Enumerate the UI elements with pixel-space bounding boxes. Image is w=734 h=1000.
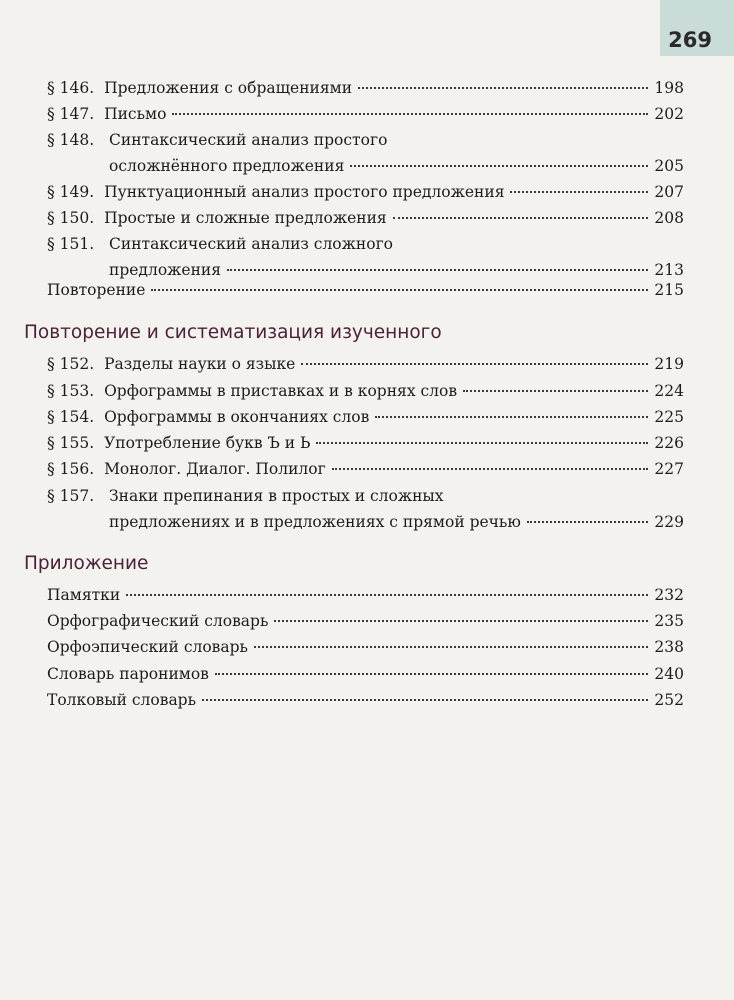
dot-leader xyxy=(350,165,648,167)
toc-title: Предложения с обращениями xyxy=(104,79,353,97)
section-heading-appendix: Приложение xyxy=(24,553,149,574)
toc-number: § 151. xyxy=(47,235,95,253)
toc-title: Употребление букв Ъ и Ь xyxy=(104,434,311,452)
toc-entry-reminders[interactable] xyxy=(47,582,684,608)
toc-title: Синтаксический анализ простого xyxy=(109,131,388,149)
dot-leader xyxy=(301,363,648,365)
toc-entry-156[interactable] xyxy=(47,456,684,482)
toc-title: Разделы науки о языке xyxy=(104,355,296,373)
toc-page: 224 xyxy=(654,382,684,400)
toc-entry-spelling-dictionary[interactable] xyxy=(47,608,684,634)
toc-title-continued: предложениях и в предложениях с прямой речью xyxy=(109,513,521,531)
toc-number: § 157. xyxy=(47,487,95,505)
toc-page: 226 xyxy=(654,434,684,452)
toc-page: 208 xyxy=(654,209,684,227)
toc-number: § 148. xyxy=(47,131,95,149)
toc-title-continued: осложнённого предложения xyxy=(109,157,345,175)
toc-title: Орфограммы в окончаниях слов xyxy=(104,408,370,426)
dot-leader xyxy=(172,113,648,115)
toc-entry-paronyms-dictionary[interactable] xyxy=(47,661,684,687)
dot-leader xyxy=(332,468,649,470)
dot-leader xyxy=(215,673,649,675)
dot-leader xyxy=(527,521,649,523)
toc-page: 213 xyxy=(654,261,684,279)
toc-page: 225 xyxy=(654,408,684,426)
page-number: 269 xyxy=(668,28,712,52)
dot-leader xyxy=(358,87,648,89)
toc-entry-149[interactable] xyxy=(47,179,684,205)
toc-entry-explanatory-dictionary[interactable] xyxy=(47,687,684,713)
dot-leader xyxy=(316,442,648,444)
toc-page: 205 xyxy=(654,157,684,175)
toc-title: Орфографический словарь xyxy=(47,612,269,630)
dot-leader xyxy=(393,217,649,219)
toc-page: 238 xyxy=(654,638,684,656)
toc-title: Знаки препинания в простых и сложных xyxy=(109,487,444,505)
toc-number: § 149. xyxy=(47,183,95,201)
toc-entry-151[interactable] xyxy=(47,231,684,283)
dot-leader xyxy=(463,390,648,392)
toc-number: § 146. xyxy=(47,79,95,97)
toc-page: 229 xyxy=(654,513,684,531)
toc-title: Монолог. Диалог. Полилог xyxy=(104,460,326,478)
toc-page: 202 xyxy=(654,105,684,123)
toc-page: 232 xyxy=(654,586,684,604)
toc-number: § 153. xyxy=(47,382,95,400)
toc-number: § 155. xyxy=(47,434,95,452)
toc-entry-146[interactable] xyxy=(47,75,684,101)
toc-number: § 156. xyxy=(47,460,95,478)
dot-leader xyxy=(274,620,648,622)
section-heading-review: Повторение и систематизация изученного xyxy=(24,322,442,343)
dot-leader xyxy=(151,289,648,291)
dot-leader xyxy=(375,416,648,418)
dot-leader xyxy=(126,594,648,596)
toc-title: Повторение xyxy=(47,281,146,299)
toc-entry-154[interactable] xyxy=(47,404,684,430)
toc-entry-155[interactable] xyxy=(47,430,684,456)
toc-title: Пунктуационный анализ простого предложения xyxy=(104,183,505,201)
toc-number: § 152. xyxy=(47,355,95,373)
toc-title: Толковый словарь xyxy=(47,691,197,709)
toc-title: Памятки xyxy=(47,586,121,604)
dot-leader xyxy=(202,699,648,701)
dot-leader xyxy=(227,269,648,271)
toc-title: Словарь паронимов xyxy=(47,665,209,683)
toc-number: § 154. xyxy=(47,408,95,426)
toc-entry-147[interactable] xyxy=(47,101,684,127)
toc-entry-150[interactable] xyxy=(47,205,684,231)
toc-entry-153[interactable] xyxy=(47,378,684,404)
toc-title: Письмо xyxy=(104,105,167,123)
toc-title: Простые и сложные предложения xyxy=(104,209,387,227)
toc-number: § 150. xyxy=(47,209,95,227)
toc-page: 235 xyxy=(654,612,684,630)
toc-page: 215 xyxy=(654,281,684,299)
toc-title-continued: предложения xyxy=(109,261,222,279)
toc-entry-157[interactable] xyxy=(47,483,684,535)
toc-entry-148[interactable] xyxy=(47,127,684,179)
toc-title: Синтаксический анализ сложного xyxy=(109,235,394,253)
toc-title: Орфограммы в приставках и в корнях слов xyxy=(104,382,458,400)
toc-page: 252 xyxy=(654,691,684,709)
toc-page: 227 xyxy=(654,460,684,478)
toc-page: 198 xyxy=(654,79,684,97)
toc-number: § 147. xyxy=(47,105,95,123)
toc-title: Орфоэпический словарь xyxy=(47,638,249,656)
toc-page: 207 xyxy=(654,183,684,201)
dot-leader xyxy=(510,191,648,193)
toc-entry-152[interactable] xyxy=(47,351,684,377)
dot-leader xyxy=(254,646,648,648)
toc-entry-orthoepic-dictionary[interactable] xyxy=(47,634,684,660)
toc-entry-review[interactable] xyxy=(47,277,684,303)
toc-page: 219 xyxy=(654,355,684,373)
toc-page: 240 xyxy=(654,665,684,683)
